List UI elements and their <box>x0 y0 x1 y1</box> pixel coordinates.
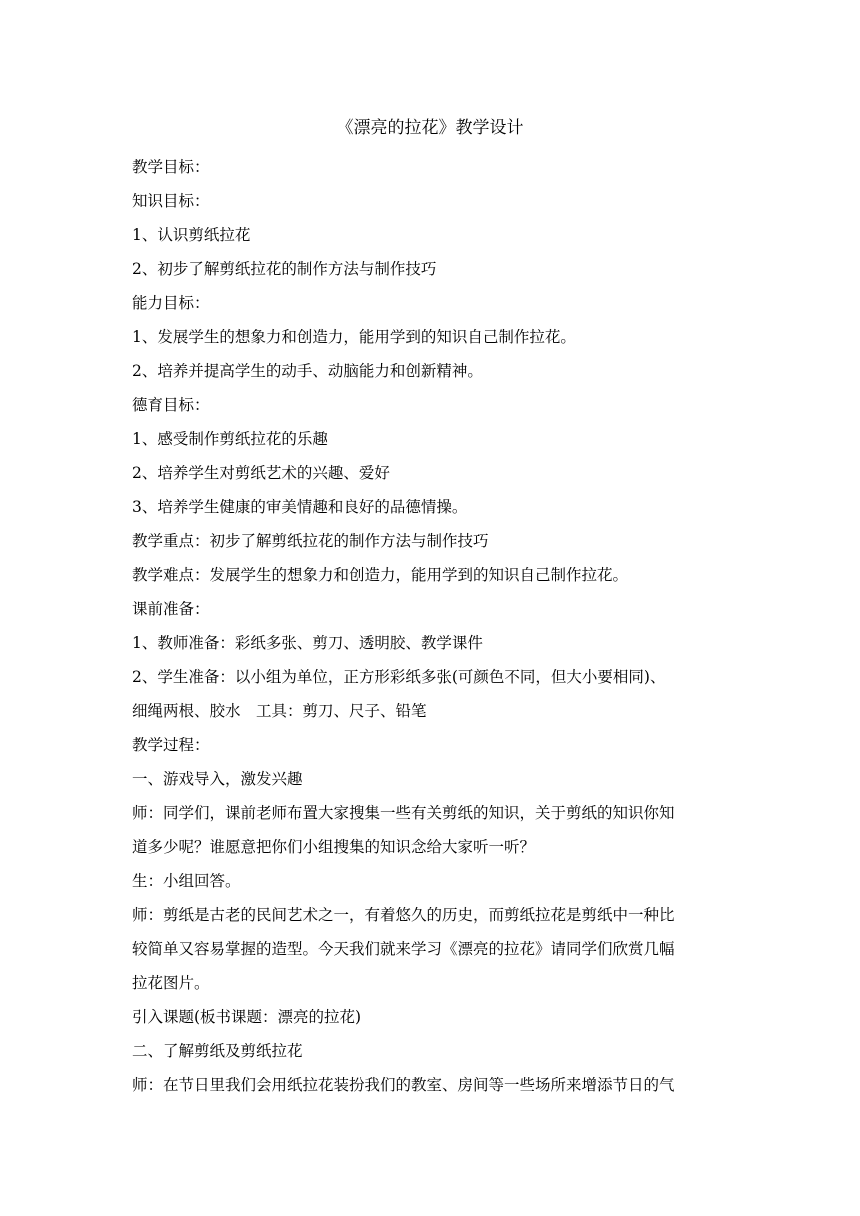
text-line: 道多少呢？谁愿意把你们小组搜集的知识念给大家听一听？ <box>132 838 536 856</box>
text-line: 课前准备： <box>132 600 210 618</box>
text-line: 3、培养学生健康的审美情趣和良好的品德情操。 <box>132 498 468 516</box>
text-line: 1、感受制作剪纸拉花的乐趣 <box>132 430 328 448</box>
text-line: 知识目标： <box>132 192 210 210</box>
text-line: 教学重点：初步了解剪纸拉花的制作方法与制作技巧 <box>132 532 489 550</box>
document-body <box>132 154 732 1106</box>
text-line: 师：同学们，课前老师布置大家搜集一些有关剪纸的知识，关于剪纸的知识你知 <box>132 804 675 822</box>
text-line: 1、认识剪纸拉花 <box>132 226 251 244</box>
text-line: 教学过程： <box>132 736 210 754</box>
text-line: 2、学生准备：以小组为单位，正方形彩纸多张(可颜色不同，但大小要相同)、 <box>132 668 666 686</box>
text-line: 2、初步了解剪纸拉花的制作方法与制作技巧 <box>132 260 437 278</box>
text-line: 生：小组回答。 <box>132 872 241 890</box>
text-line: 教学目标： <box>132 158 210 176</box>
text-line: 师：在节日里我们会用纸拉花装扮我们的教室、房间等一些场所来增添节日的气 <box>132 1076 675 1094</box>
text-line: 较简单又容易掌握的造型。今天我们就来学习《漂亮的拉花》请同学们欣赏几幅 <box>132 940 675 958</box>
text-line: 2、培养学生对剪纸艺术的兴趣、爱好 <box>132 464 390 482</box>
text-line: 二、了解剪纸及剪纸拉花 <box>132 1042 303 1060</box>
text-line: 德育目标： <box>132 396 210 414</box>
text-line: 1、教师准备：彩纸多张、剪刀、透明胶、教学课件 <box>132 634 483 652</box>
text-line: 教学难点：发展学生的想象力和创造力，能用学到的知识自己制作拉花。 <box>132 566 629 584</box>
text-line: 拉花图片。 <box>132 974 210 992</box>
text-line: 引入课题(板书课题：漂亮的拉花) <box>132 1008 362 1026</box>
text-line: 1、发展学生的想象力和创造力，能用学到的知识自己制作拉花。 <box>132 328 576 346</box>
text-line: 一、游戏导入，激发兴趣 <box>132 770 303 788</box>
text-line: 2、培养并提高学生的动手、动脑能力和创新精神。 <box>132 362 483 380</box>
document-title: 《漂亮的拉花》教学设计 <box>336 118 524 138</box>
text-line: 细绳两根、胶水 工具：剪刀、尺子、铅笔 <box>132 702 427 720</box>
text-line: 能力目标： <box>132 294 210 312</box>
text-line: 师：剪纸是古老的民间艺术之一，有着悠久的历史，而剪纸拉花是剪纸中一种比 <box>132 906 675 924</box>
